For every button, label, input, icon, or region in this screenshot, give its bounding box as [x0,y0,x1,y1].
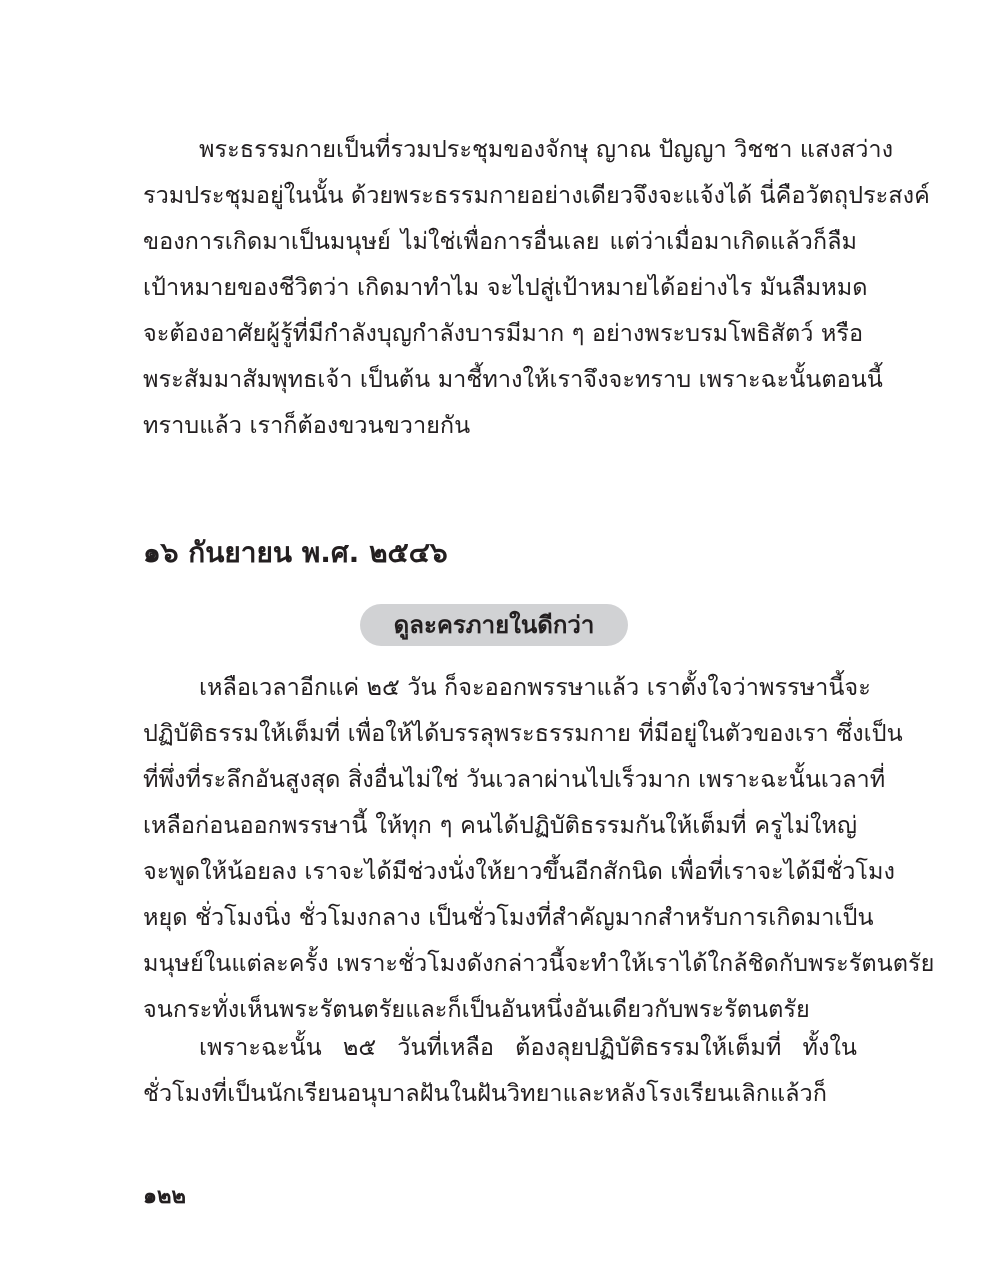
paragraph-3 [143,1024,857,1116]
paragraph-line: เพราะฉะนั้น ๒๕ วันที่เหลือ ต้องลุยปฏิบัติธรรมให้เต็มที่ ทั้งใน [199,1033,857,1061]
paragraph-line: พระธรรมกายเป็นที่รวมประชุมของจักษุ ญาณ ปัญญา วิชชา แสงสว่าง [199,135,894,163]
paragraph-line: ปฏิบัติธรรมให้เต็มที่ เพื่อให้ได้บรรลุพระธรรมกาย ที่มีอยู่ในตัวของเรา ซึ่งเป็น [143,719,903,747]
paragraph-line: หยุด ชั่วโมงนิ่ง ชั่วโมงกลาง เป็นชั่วโมงที่สำคัญมากสำหรับการเกิดมาเป็น [143,903,874,931]
paragraph-line: พระสัมมาสัมพุทธเจ้า เป็นต้น มาชี้ทางให้เราจึงจะทราบ เพราะฉะนั้นตอนนี้ [143,365,883,393]
paragraph-line: จะพูดให้น้อยลง เราจะได้มีช่วงนั่งให้ยาวขึ้นอีกสักนิด เพื่อที่เราจะได้มีชั่วโมง [143,857,896,885]
paragraph-2 [143,664,935,1032]
paragraph-line: เหลือเวลาอีกแค่ ๒๕ วัน ก็จะออกพรรษาแล้ว เราตั้งใจว่าพรรษานี้จะ [199,673,871,701]
section-title-pill: ดูละครภายในดีกว่า [360,604,628,646]
page-number: ๑๒๒ [143,1184,186,1209]
paragraph-line: ของการเกิดมาเป็นมนุษย์ ไม่ใช่เพื่อการอื่นเลย แต่ว่าเมื่อมาเกิดแล้วก็ลืม [143,227,857,255]
paragraph-line: ทราบแล้ว เราก็ต้องขวนขวายกัน [143,411,471,439]
paragraph-line: รวมประชุมอยู่ในนั้น ด้วยพระธรรมกายอย่างเดียวจึงจะแจ้งได้ นี่คือวัตถุประสงค์ [143,181,930,209]
paragraph-line: ชั่วโมงที่เป็นนักเรียนอนุบาลฝันในฝันวิทยาและหลังโรงเรียนเลิกแล้วก็ [143,1079,827,1107]
paragraph-line: มนุษย์ในแต่ละครั้ง เพราะชั่วโมงดังกล่าวนี้จะทำให้เราได้ใกล้ชิดกับพระรัตนตรัย [143,949,935,977]
paragraph-line: เป้าหมายของชีวิตว่า เกิดมาทำไม จะไปสู่เป้าหมายได้อย่างไร มันลืมหมด [143,273,868,301]
paragraph-line: เหลือก่อนออกพรรษานี้ ให้ทุก ๆ คนได้ปฏิบัติธรรมกันให้เต็มที่ ครูไม่ใหญ่ [143,811,857,839]
paragraph-line: ที่พึ่งที่ระลึกอันสูงสุด สิ่งอื่นไม่ใช่ วันเวลาผ่านไปเร็วมาก เพราะฉะนั้นเวลาที่ [143,765,886,793]
paragraph-line: จนกระทั่งเห็นพระรัตนตรัยและก็เป็นอันหนึ่งอันเดียวกับพระรัตนตรัย [143,995,810,1023]
paragraph-1 [143,126,930,448]
paragraph-line: จะต้องอาศัยผู้รู้ที่มีกำลังบุญกำลังบารมีมาก ๆ อย่างพระบรมโพธิสัตว์ หรือ [143,319,864,347]
date-heading: ๑๖ กันยายน พ.ศ. ๒๕๔๖ [143,536,448,569]
